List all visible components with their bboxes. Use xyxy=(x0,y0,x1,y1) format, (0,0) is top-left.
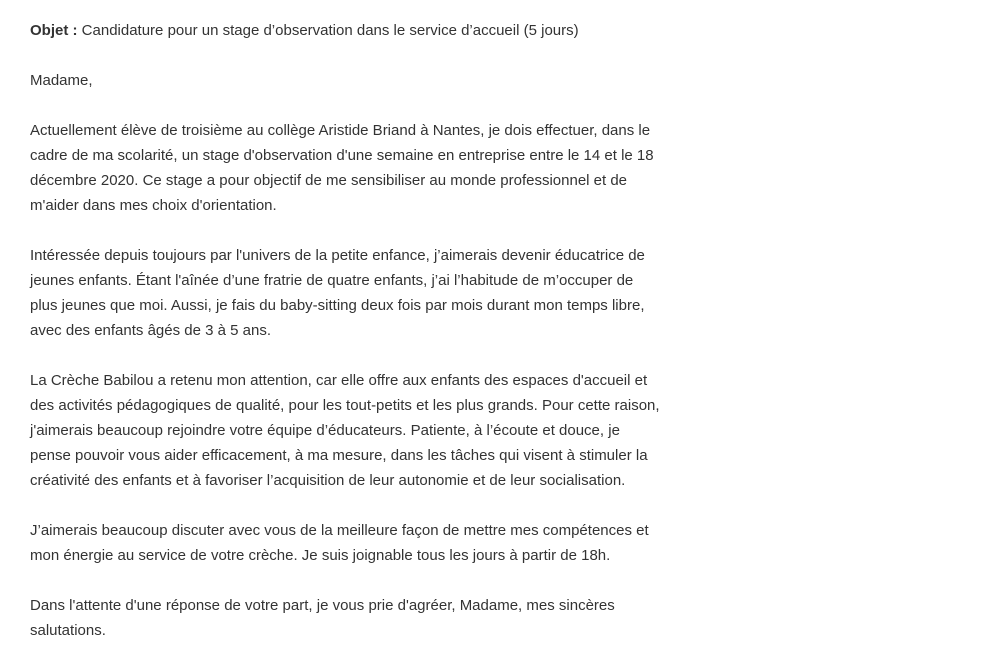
cover-letter xyxy=(30,18,662,668)
subject-text: Candidature pour un stage d’observation dans le service d’accueil (5 jours) xyxy=(81,22,579,39)
paragraph-introduction: Actuellement élève de troisième au collège Aristide Briand à Nantes, je dois effectuer, dans le cadre de ma scolarité, un stage d'observation d'une semaine en entreprise entre le 14 et le 18 décembre 2020. Ce stage a pour objectif de me sensibiliser au monde professionnel et de m'aider dans mes choix d'orientation. xyxy=(30,122,654,214)
paragraph-motivation: Intéressée depuis toujours par l'univers de la petite enfance, j’aimerais devenir éducatrice de jeunes enfants. Étant l'aînée d’une fratrie de quatre enfants, j’ai l’habitude de m’occuper de plus jeunes que moi. Aussi, je fais du baby-sitting deux fois par mois durant mon temps libre, avec des enfants âgés de 3 à 5 ans. xyxy=(30,247,645,339)
paragraph-availability: J’aimerais beaucoup discuter avec vous de la meilleure façon de mettre mes compétences et mon énergie au service de votre crèche. Je suis joignable tous les jours à partir de 18h. xyxy=(30,522,649,564)
salutation: Madame, xyxy=(30,72,93,89)
subject-label: Objet : xyxy=(30,22,78,39)
paragraph-closing: Dans l'attente d'une réponse de votre part, je vous prie d'agréer, Madame, mes sincères salutations. xyxy=(30,597,615,639)
paragraph-company-interest: La Crèche Babilou a retenu mon attention, car elle offre aux enfants des espaces d'accueil et des activités pédagogiques de qualité, pour les tout-petits et les plus grands. Pour cette raison, j'aimerais beaucoup rejoindre votre équipe d’éducateurs. Patiente, à l’écoute et douce, je pense pouvoir vous aider efficacement, à ma mesure, dans les tâches qui visent à stimuler la créativité des enfants et à favoriser l’acquisition de leur autonomie et de leur socialisation. xyxy=(30,372,660,489)
subject-line xyxy=(30,18,662,43)
